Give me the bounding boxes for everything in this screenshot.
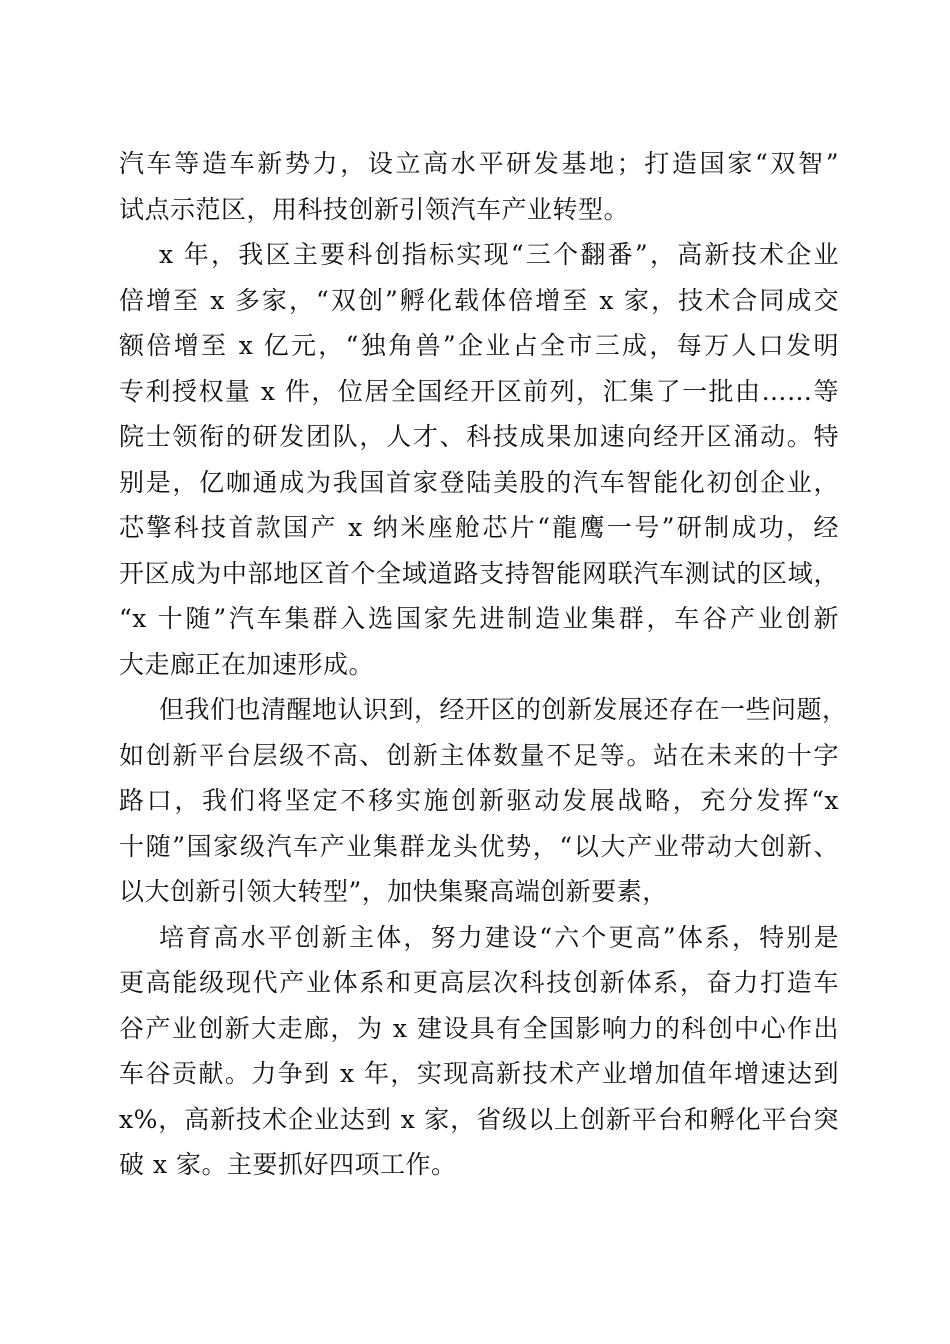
text-line: 更高能级现代产业体系和更高层次科技创新体系，奋力打造车 [119,968,839,997]
text-line: 谷产业创新大走廊，为 x 建设具有全国影响力的科创中心作出 [119,1013,839,1043]
text-line: 额倍增至 x 亿元，“独角兽”企业占全市三成，每万人口发明 [119,331,839,360]
text-line: x%，高新技术企业达到 x 家，省级以上创新平台和孵化平台突 [119,1104,839,1134]
text-line: 芯擎科技首款国产 x 纳米座舱芯片“龍鹰一号”研制成功，经 [119,513,839,542]
text-line: 破 x 家。主要抓好四项工作。 [119,1150,457,1179]
text-line: 大走廊正在加速形成。 [119,649,375,679]
document-body [119,141,848,1188]
text-line: 汽车等造车新势力，设立高水平研发基地；打造国家“双智” [119,149,839,178]
text-line: 培育高水平创新主体，努力建设“六个更高”体系，特别是 [159,922,839,952]
text-line: 十随”国家级汽车产业集群龙头优势，“以大产业带动大创新、 [119,831,839,861]
text-line: 路口，我们将坚定不移实施创新驱动发展战略，充分发挥“x [119,786,839,815]
text-line: 别是，亿咖通成为我国首家登陆美股的汽车智能化初创企业， [119,467,839,497]
paragraph-2 [119,232,839,687]
paragraph-4 [119,915,839,1188]
text-line: 如创新平台层级不高、创新主体数量不足等。站在未来的十字 [119,740,839,770]
text-line: 试点示范区，用科技创新引领汽车产业转型。 [119,194,630,224]
paragraph-1 [119,141,839,232]
text-line: 专利授权量 x 件，位居全国经开区前列，汇集了一批由……等 [119,376,839,406]
text-line: 以大创新引领大转型”，加快集聚高端创新要素， [119,877,668,906]
text-line: 开区成为中部地区首个全域道路支持智能网联汽车测试的区域， [119,558,839,588]
text-line: 院士领衔的研发团队，人才、科技成果加速向经开区涌动。特 [119,422,839,451]
text-line: 但我们也清醒地认识到，经开区的创新发展还存在一些问题， [159,695,848,724]
text-line: “x 十随”汽车集群入选国家先进制造业集群，车谷产业创新 [119,604,839,633]
text-line: 车谷贡献。力争到 x 年，实现高新技术产业增加值年增速达到 [119,1059,839,1088]
text-line: x 年，我区主要科创指标实现“三个翻番”，高新技术企业 [159,240,839,269]
paragraph-3 [119,687,848,915]
text-line: 倍增至 x 多家，“双创”孵化载体倍增至 x 家，技术合同成交 [119,285,839,315]
